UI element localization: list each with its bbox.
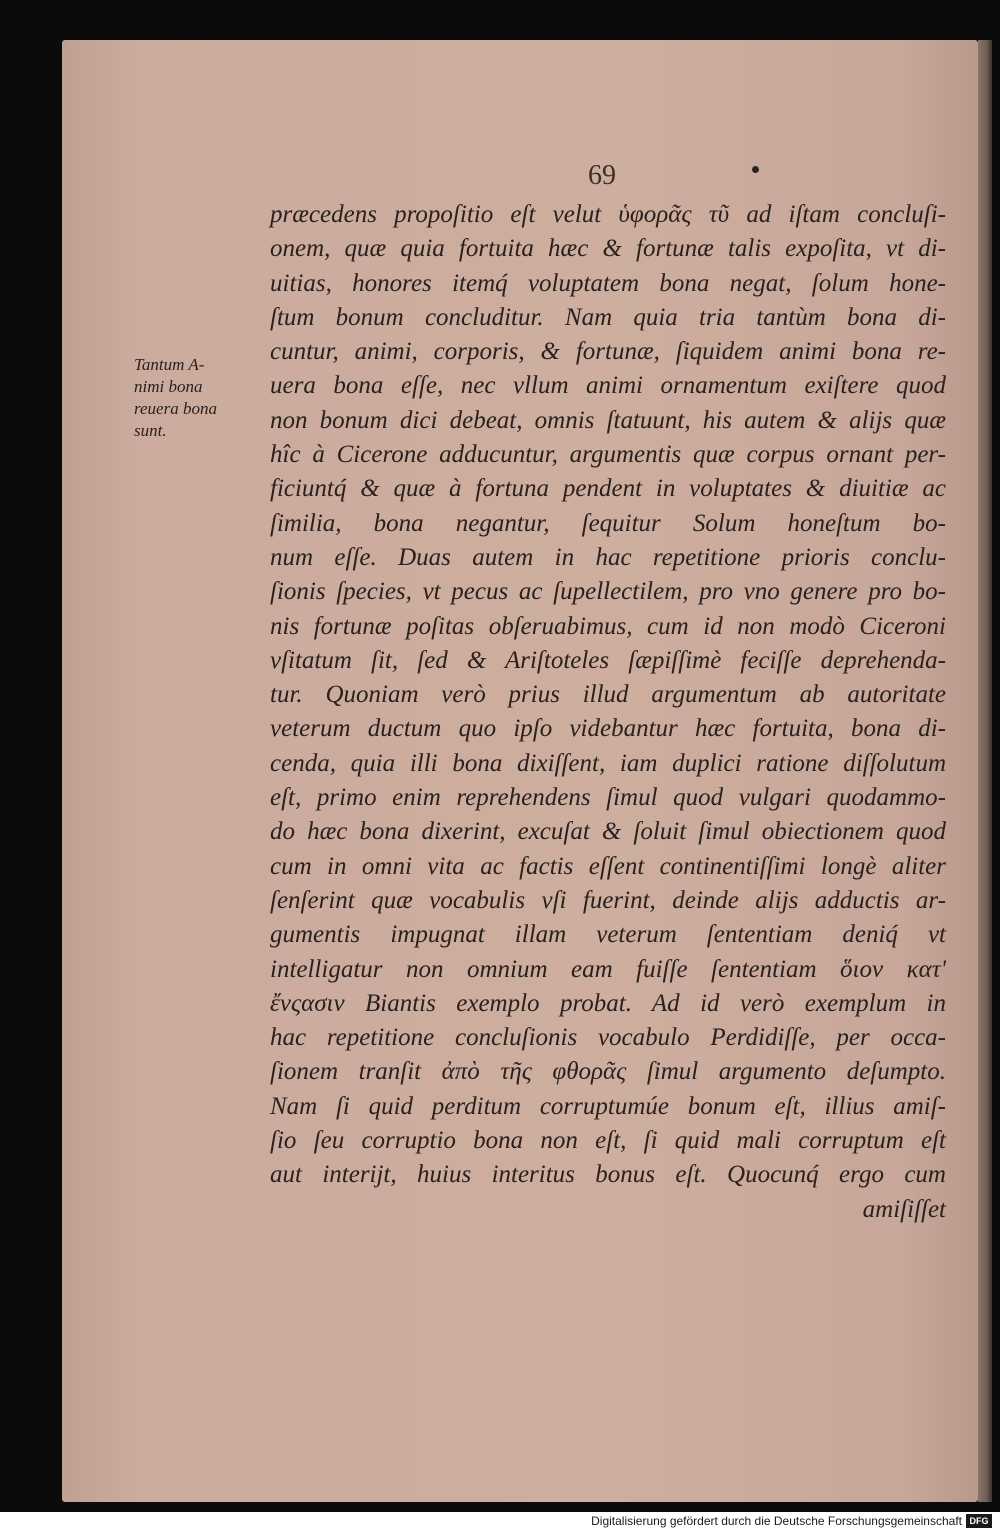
- text-line: non bonum dici debeat, omnis ſtatuunt, his autem & alijs quæ: [270, 406, 946, 434]
- text-line: ſenſerint quæ vocabulis vſi fuerint, deinde alijs adductis ar-: [270, 886, 946, 914]
- marginal-note-line: reuera bona: [134, 399, 217, 418]
- body-text: [270, 198, 946, 1227]
- text-line: ſio ſeu corruptio bona non eſt, ſi quid mali corruptum eſt: [270, 1127, 946, 1155]
- text-line: gumentis impugnat illam veterum ſententiam deniq́ vt: [270, 921, 946, 949]
- text-line: eſt, primo enim reprehendens ſimul quod vulgari quodammo-: [270, 784, 946, 812]
- text-line: hac repetitione concluſionis vocabulo Perdidiſſe, per occa-: [270, 1024, 946, 1052]
- text-line: nis fortunæ poſitas obſeruabimus, cum id non modò Ciceroni: [270, 612, 946, 640]
- text-line: do hæc bona dixerint, excuſat & ſoluit ſimul obiectionem quod: [270, 818, 946, 846]
- text-line: tur. Quoniam verò prius illud argumentum ab autoritate: [270, 681, 946, 709]
- marginal-note-line: nimi bona: [134, 377, 203, 396]
- text-line: uitias, honores itemq́ voluptatem bona negat, ſolum hone-: [270, 269, 946, 297]
- ink-mark: [752, 166, 759, 173]
- text-line: hîc à Cicerone adducuntur, argumentis quæ corpus ornant per-: [270, 441, 946, 469]
- text-line: num eſſe. Duas autem in hac repetitione prioris conclu-: [270, 543, 946, 571]
- marginal-note: [134, 354, 270, 442]
- text-line: cum in omni vita ac factis eſſent continentiſſimi longè aliter: [270, 852, 946, 880]
- text-line: aut interijt, huius interitus bonus eſt. Quocunq́ ergo cum: [270, 1161, 946, 1189]
- marginal-note-line: sunt.: [134, 421, 167, 440]
- text-line: intelligatur non omnium eam fuiſſe ſententiam ὅιον κατ': [270, 955, 946, 983]
- page-number: 69: [588, 160, 616, 191]
- text-line: cenda, quia illi bona dixiſſent, iam duplici ratione diſſolutum: [270, 749, 946, 777]
- text-line: ἔνςασιν Biantis exemplo probat. Ad id verò exemplum in: [270, 989, 946, 1017]
- text-line: vſitatum ſit, ſed & Ariſtoteles ſæpiſſimè feciſſe deprehenda-: [270, 646, 946, 674]
- dfg-logo-icon: DFG: [966, 1514, 992, 1528]
- catchword: amiſiſſet: [862, 1195, 946, 1223]
- text-line: ſionem tranſit ἀπὸ τῆς φθορᾶς ſimul argumento deſumpto.: [270, 1058, 946, 1086]
- marginal-note-line: Tantum A-: [134, 355, 205, 374]
- text-line: Nam ſi quid perditum corruptumúe bonum eſt, illius amiſ-: [270, 1092, 946, 1120]
- text-line: veterum ductum quo ipſo videbantur hæc fortuita, bona di-: [270, 715, 946, 743]
- text-line: ſimilia, bona negantur, ſequitur Solum honeſtum bo-: [270, 509, 946, 537]
- text-line: onem, quæ quia fortuita hæc & fortunæ talis expoſita, vt di-: [270, 235, 946, 263]
- text-line: præcedens propoſitio eſt velut ὑφορᾶς τῦ ad iſtam concluſi-: [270, 201, 946, 228]
- text-line: cuntur, animi, corporis, & fortunæ, ſiquidem animi bona re-: [270, 338, 946, 366]
- text-line: ficiuntq́ & quæ à fortuna pendent in voluptates & diuitiæ ac: [270, 475, 946, 503]
- text-line: ſionis ſpecies, vt pecus ac ſupellectilem, pro vno genere pro bo-: [270, 578, 946, 606]
- page-edge: [978, 40, 992, 1502]
- text-line: ſtum bonum concluditur. Nam quia tria tantùm bona di-: [270, 303, 946, 331]
- text-line: uera bona eſſe, nec vllum animi ornamentum exiſtere quod: [270, 372, 946, 400]
- footer-credit: Digitalisierung gefördert durch die Deutsche Forschungsgemeinschaft: [591, 1514, 962, 1528]
